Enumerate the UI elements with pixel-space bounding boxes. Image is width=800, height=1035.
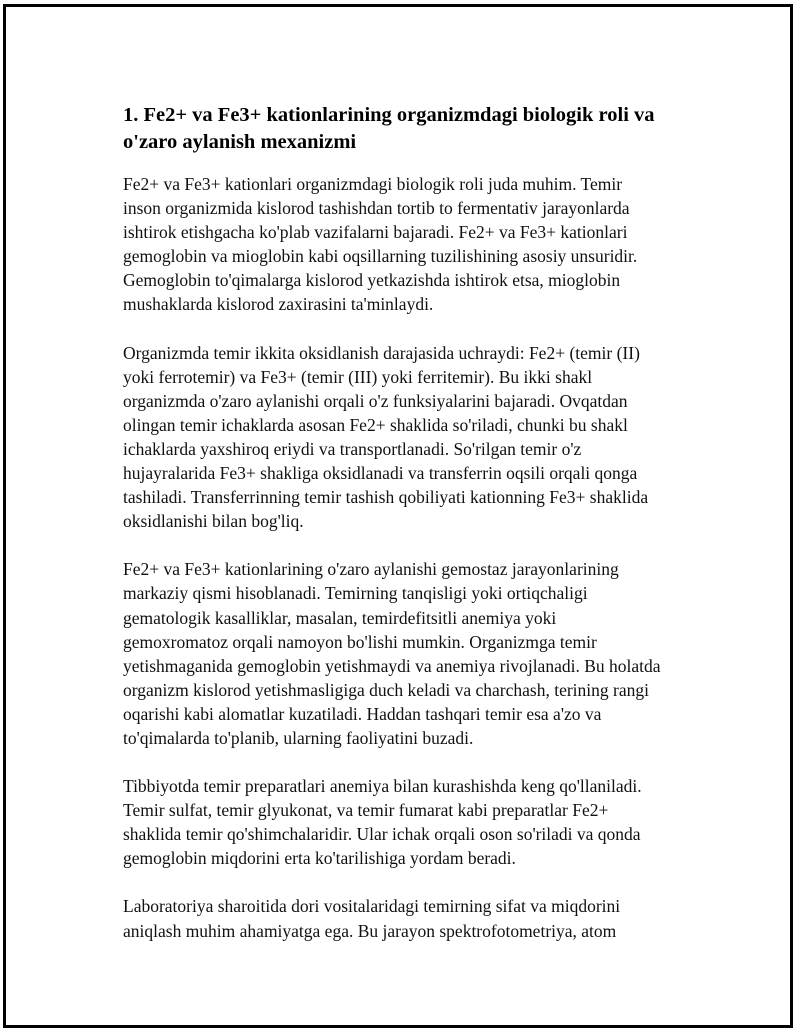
text-line: mushaklarda kislorod zaxirasini ta'minlaydi. — [123, 294, 434, 315]
text-line: yetishmaganida gemoglobin yetishmaydi va anemiya rivojlanadi. Bu holatda — [123, 655, 661, 676]
text-line: Fe2+ va Fe3+ kationlari organizmdagi biologik roli juda muhim. Temir — [123, 174, 623, 194]
text-line: markaziy qismi hisoblanadi. Temirning tanqisligi yoki ortiqchaligi — [123, 583, 588, 604]
text-line: oqarishi kabi alomatlar kuzatiladi. Haddan tashqari temir esa a'zo va — [123, 703, 602, 724]
text-line: inson organizmida kislorod tashishdan tortib to fermentativ jarayonlarda — [123, 198, 630, 219]
text-line: tashiladi. Transferrinning temir tashish qobiliyati kationning Fe3+ shaklida — [123, 487, 649, 508]
text-line: Organizmda temir ikkita oksidlanish darajasida uchraydi: Fe2+ (temir (II) — [123, 342, 640, 363]
text-line: organizmda o'zaro aylanishi orqali o'z funksiyalarini bajaradi. Ovqatdan — [123, 390, 628, 411]
heading-line: o'zaro aylanish mexanizmi — [123, 131, 357, 153]
text-line: organizm kislorod yetishmasligiga duch keladi va charchash, terining rangi — [123, 679, 649, 700]
text-line: Tibbiyotda temir preparatlari anemiya bilan kurashishda keng qo'llaniladi. — [123, 776, 642, 797]
heading-line: 1. Fe2+ va Fe3+ kationlarining organizmdagi biologik roli va — [123, 104, 655, 126]
text-line: Temir sulfat, temir glyukonat, va temir fumarat kabi preparatlar Fe2+ — [123, 800, 609, 821]
paragraph-2 — [123, 341, 688, 534]
text-line: Fe2+ va Fe3+ kationlarining o'zaro aylanishi gemostaz jarayonlarining — [123, 559, 619, 580]
text-line: olingan temir ichaklarda asosan Fe2+ shaklida so'riladi, chunki bu shakl — [123, 414, 628, 435]
text-line: to'qimalarda to'planib, ularning faoliyatini buzadi. — [123, 727, 474, 748]
document-body — [123, 102, 688, 967]
text-line: Laboratoriya sharoitida dori vositalaridagi temirning sifat va miqdorini — [123, 896, 621, 917]
section-heading — [123, 102, 688, 156]
text-line: gematologik kasalliklar, masalan, temirdefitsitli anemiya yoki — [123, 607, 557, 628]
text-line: oksidlanishi bilan bog'liq. — [123, 511, 304, 532]
page-frame — [3, 4, 793, 1028]
text-line: ichaklarda yaxshiroq eriydi va transportlanadi. So'rilgan temir o'z — [123, 438, 582, 459]
text-line: hujayralarida Fe3+ shakliga oksidlanadi va transferrin oqsili orqali qonga — [123, 463, 638, 484]
text-line: shaklida temir qo'shimchalaridir. Ular ichak orqali oson so'riladi va qonda — [123, 824, 641, 845]
text-line: Gemoglobin to'qimalarga kislorod yetkazishda ishtirok etsa, mioglobin — [123, 270, 621, 291]
paragraph-5 — [123, 894, 688, 942]
text-line: aniqlash muhim ahamiyatga ega. Bu jarayon spektrofotometriya, atom — [123, 920, 617, 941]
paragraph-1 — [123, 172, 688, 317]
text-line: yoki ferrotemir) va Fe3+ (temir (III) yoki ferritemir). Bu ikki shakl — [123, 366, 593, 387]
text-line: gemoglobin va mioglobin kabi oqsillarning tuzilishining asosiy unsuridir. — [123, 246, 638, 267]
paragraph-4 — [123, 774, 688, 870]
text-line: gemoxromatoz orqali namoyon bo'lishi mumkin. Organizmga temir — [123, 631, 597, 652]
paragraph-3 — [123, 557, 688, 750]
text-line: ishtirok etishgacha ko'plab vazifalarni bajaradi. Fe2+ va Fe3+ kationlari — [123, 222, 628, 243]
text-line: gemoglobin miqdorini erta ko'tarilishiga yordam beradi. — [123, 848, 516, 869]
